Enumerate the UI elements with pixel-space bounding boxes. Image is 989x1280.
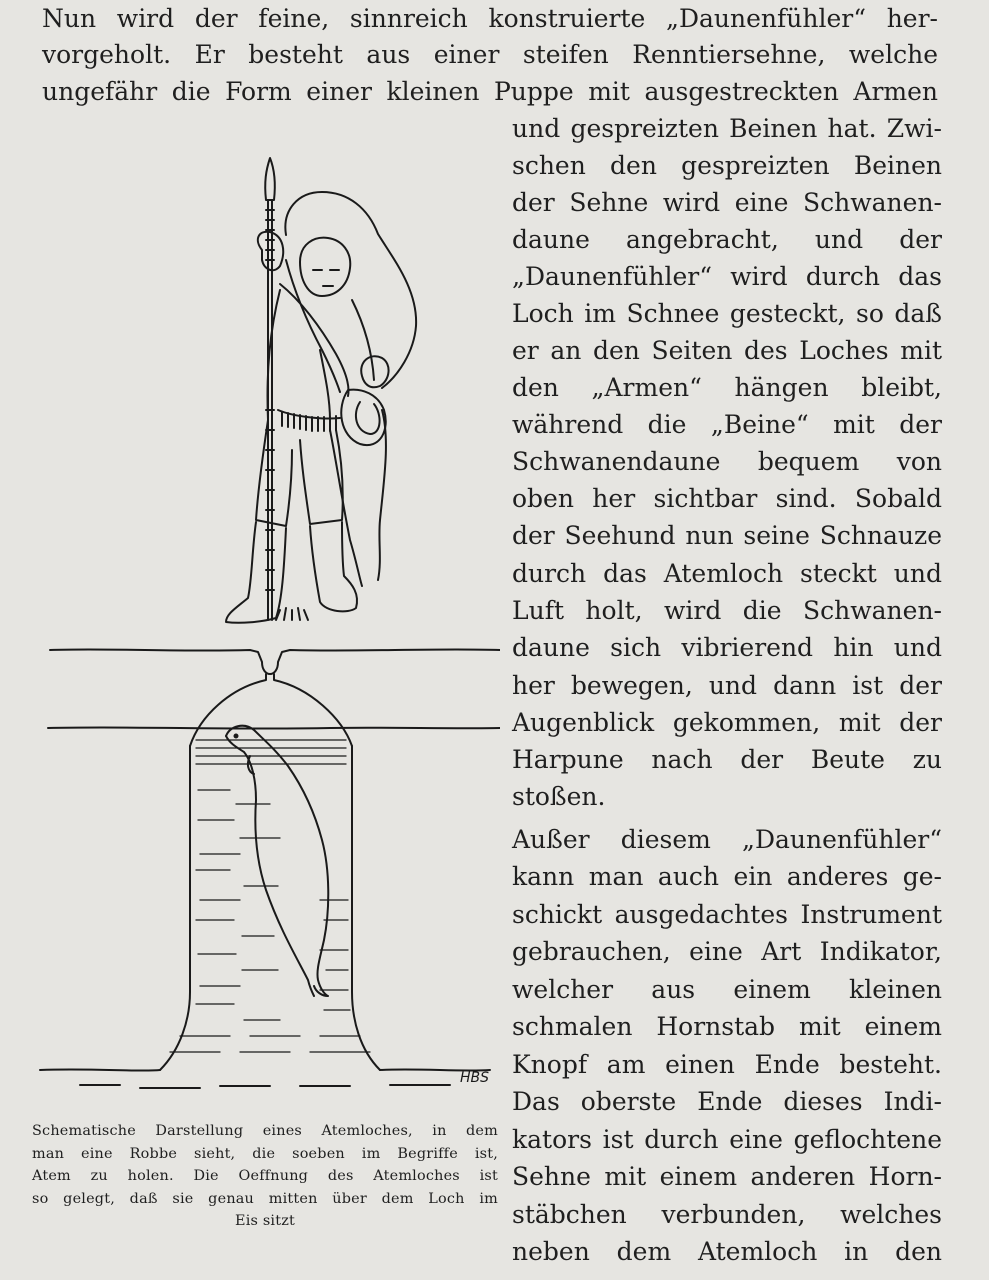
body-line: stoßen.	[512, 782, 606, 811]
caption-line: Atem zu holen. Die Oeffnung des Atemloches ist	[32, 1168, 498, 1185]
body-line: neben dem Atemloch in den	[512, 1237, 942, 1266]
body-line: Loch im Schnee gesteckt, so daß	[512, 299, 942, 328]
body-line: her bewegen, und dann ist der	[512, 671, 942, 700]
body-line: während die „Beine“ mit der	[512, 410, 942, 439]
body-line: „Daunenfühler“ wird durch das	[512, 262, 942, 291]
snow-surface-line	[50, 649, 500, 674]
body-line: welcher aus einem kleinen	[512, 975, 942, 1004]
body-line: kann man auch ein anderes ge-	[512, 862, 942, 891]
figure-caption	[32, 1120, 498, 1233]
seal-figure	[226, 726, 328, 996]
hunter-figure	[226, 192, 416, 623]
body-line: Knopf am einen Ende besteht.	[512, 1050, 942, 1079]
body-line: schickt ausgedachtes Instrument	[512, 900, 942, 929]
body-line: Das oberste Ende dieses Indi-	[512, 1087, 942, 1116]
caption-line: man eine Robbe sieht, die soeben im Begriffe ist,	[32, 1145, 498, 1162]
body-line: Harpune nach der Beute zu	[512, 745, 942, 774]
caption-line: Eis sitzt	[234, 1213, 295, 1230]
body-line: der Seehund nun seine Schnauze	[512, 521, 942, 550]
artist-signature: HBS	[460, 1070, 490, 1086]
body-line: schmalen Hornstab mit einem	[512, 1012, 942, 1041]
body-line: oben her sichtbar sind. Sobald	[512, 484, 942, 513]
body-line: und gespreizten Beinen hat. Zwi-	[512, 114, 942, 143]
body-line: Schwanendaune bequem von	[512, 447, 942, 476]
body-line: ungefähr die Form einer kleinen Puppe mit ausgestreckten Armen	[42, 77, 938, 106]
body-line: Nun wird der feine, sinnreich konstruierte „Daunenfühler“ her-	[42, 4, 938, 33]
body-line: Außer diesem „Daunenfühler“	[512, 825, 942, 854]
body-line: er an den Seiten des Loches mit	[512, 336, 942, 365]
body-line: kators ist durch eine geflochtene	[512, 1125, 942, 1154]
body-line: daune angebracht, und der	[512, 225, 942, 254]
body-line: schen den gespreizten Beinen	[512, 151, 942, 180]
body-line: Sehne mit einem anderen Horn-	[512, 1162, 942, 1191]
breathing-hole-illustration	[30, 140, 500, 1100]
body-line: den „Armen“ hängen bleibt,	[512, 373, 942, 402]
body-line: durch das Atemloch steckt und	[512, 559, 942, 588]
body-line: stäbchen verbunden, welches	[512, 1200, 942, 1229]
caption-line: Schematische Darstellung eines Atemloches, in dem	[32, 1123, 498, 1139]
body-line: Augenblick gekommen, mit der	[512, 708, 942, 737]
body-line: gebrauchen, eine Art Indikator,	[512, 937, 942, 966]
body-line: daune sich vibrierend hin und	[512, 633, 942, 662]
caption-line: so gelegt, daß sie genau mitten über dem Loch im	[32, 1190, 498, 1207]
ice-surface-line	[48, 727, 500, 728]
body-line: vorgeholt. Er besteht aus einer steifen Renntiersehne, welche	[42, 40, 938, 69]
body-line: Luft holt, wird die Schwanen-	[512, 596, 942, 625]
body-line: der Sehne wird eine Schwanen-	[512, 188, 942, 217]
